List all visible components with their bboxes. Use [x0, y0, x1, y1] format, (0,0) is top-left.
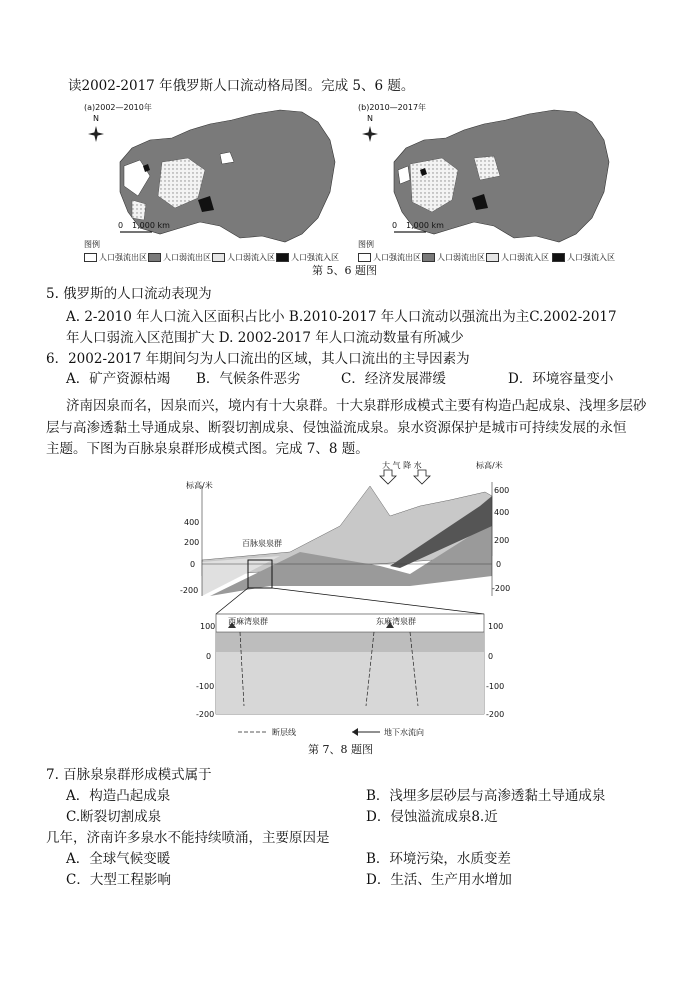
- map-a-label: (a)2002—2010年: [84, 103, 152, 112]
- paragraph-2-line3: 主题。下图为百脉泉泉群形成模式图。完成 7、8 题。: [46, 441, 369, 457]
- question-8-option-b: B．环境污染，水质变差: [366, 851, 511, 867]
- scale-text-a: 1,000 km: [132, 221, 170, 230]
- lower-left-tick-100: 100: [200, 622, 216, 631]
- left-tick-0: 0: [190, 560, 196, 569]
- maps-svg: [80, 100, 616, 265]
- left-tick-200: 200: [184, 538, 200, 547]
- north-label-b: N: [367, 114, 373, 123]
- question-6-option-b: B．气候条件恶劣: [196, 371, 301, 387]
- lower-right-tick-minus100: -100: [486, 682, 505, 691]
- legend-title-b: 图例: [358, 240, 374, 249]
- intro-text: 读2002-2017 年俄罗斯人口流动格局图。完成 5、6 题。: [68, 78, 415, 94]
- figure2-caption: 第 7、8 题图: [308, 743, 373, 756]
- legend-title-a: 图例: [84, 240, 100, 249]
- lower-right-tick-0: 0: [488, 652, 494, 661]
- question-7: 7. 百脉泉泉群形成模式属于: [46, 767, 212, 783]
- question-6: 6．2002-2017 年期间匀为人口流出的区域，其人口流出的主导因素为: [46, 351, 470, 367]
- question-8: 几年，济南许多泉水不能持续喷涌，主要原因是: [46, 830, 330, 846]
- scale-zero-b: 0: [392, 221, 398, 230]
- question-8-option-d: D．生活、生产用水增加: [366, 872, 512, 888]
- legend-item-weak-in: 人口弱流入区: [212, 252, 275, 263]
- question-6-option-a: A．矿产资源枯竭: [66, 371, 171, 387]
- right-tick-minus200: -200: [492, 584, 511, 593]
- question-8-option-c: C．大型工程影响: [66, 872, 171, 888]
- left-axis-title: 标高/米: [186, 481, 213, 490]
- right-tick-0: 0: [496, 560, 502, 569]
- lower-right-tick-100: 100: [488, 622, 504, 631]
- question-7-option-d: D．侵蚀溢流成泉8.近: [366, 809, 498, 825]
- figure1-caption: 第 5、6 题图: [312, 264, 377, 277]
- scale-text-b: 1,000 km: [406, 221, 444, 230]
- north-label-a: N: [93, 114, 99, 123]
- spring-group-label: 百脉泉泉群: [242, 539, 282, 548]
- spring-diagram-svg: [180, 456, 510, 740]
- legend-flow-label: 地下水流向: [384, 728, 424, 737]
- legend-item-weak-out-b: 人口弱流出区: [422, 252, 485, 263]
- paragraph-2-line1: 济南因泉而名，因泉而兴，境内有十大泉群。十大泉群形成模式主要有构造凸起成泉、浅埋多层砂: [66, 398, 647, 414]
- right-axis-title: 标高/米: [476, 461, 503, 470]
- lower-right-tick-minus200: -200: [486, 710, 505, 719]
- right-tick-600: 600: [494, 486, 510, 495]
- legend-item-strong-in-b: 人口强流入区: [552, 252, 615, 263]
- east-spring-label: 东麻湾泉群: [376, 617, 416, 626]
- lower-left-tick-0: 0: [206, 652, 212, 661]
- right-tick-200: 200: [494, 536, 510, 545]
- legend-fault-label: 断层线: [272, 728, 296, 737]
- legend-item-strong-out: 人口强流出区: [84, 252, 147, 263]
- left-tick-400: 400: [184, 518, 200, 527]
- question-6-option-c: C．经济发展滞缓: [341, 371, 446, 387]
- map-b-label: (b)2010—2017年: [358, 103, 427, 112]
- scale-zero-a: 0: [118, 221, 124, 230]
- spring-formation-diagram: [180, 456, 510, 740]
- west-spring-label: 西麻湾泉群: [228, 617, 268, 626]
- lower-left-tick-minus100: -100: [196, 682, 215, 691]
- legend-item-strong-out-b: 人口强流出区: [358, 252, 421, 263]
- russia-population-maps: [80, 100, 616, 265]
- question-7-option-b: B．浅埋多层砂层与高渗透黏土导通成泉: [366, 788, 606, 804]
- question-8-option-a: A．全球气候变暖: [66, 851, 171, 867]
- legend-item-weak-in-b: 人口弱流入区: [486, 252, 549, 263]
- paragraph-2-line2: 层与高渗透黏土导通成泉、断裂切割成泉、侵蚀溢流成泉。泉水资源保护是城市可持续发展的永恒: [46, 420, 627, 436]
- question-6-option-d: D．环境容量变小: [508, 371, 614, 387]
- left-tick-minus200: -200: [180, 586, 199, 595]
- legend-item-weak-out: 人口弱流出区: [148, 252, 211, 263]
- question-5-line2: A. 2-2010 年人口流入区面积占比小 B.2010-2017 年人口流动以强流出为主C.2002-2017: [66, 309, 617, 325]
- rain-label: 大 气 降 水: [382, 461, 422, 470]
- question-7-option-a: A．构造凸起成泉: [66, 788, 171, 804]
- question-5-line3: 年人口弱流入区范围扩大 D. 2002-2017 年人口流动数量有所减少: [66, 330, 464, 346]
- lower-left-tick-minus200: -200: [196, 710, 215, 719]
- question-7-option-c: C.断裂切割成泉: [66, 809, 162, 825]
- question-5: 5. 俄罗斯的人口流动表现为: [46, 286, 212, 302]
- right-tick-400: 400: [494, 508, 510, 517]
- legend-item-strong-in: 人口强流入区: [276, 252, 339, 263]
